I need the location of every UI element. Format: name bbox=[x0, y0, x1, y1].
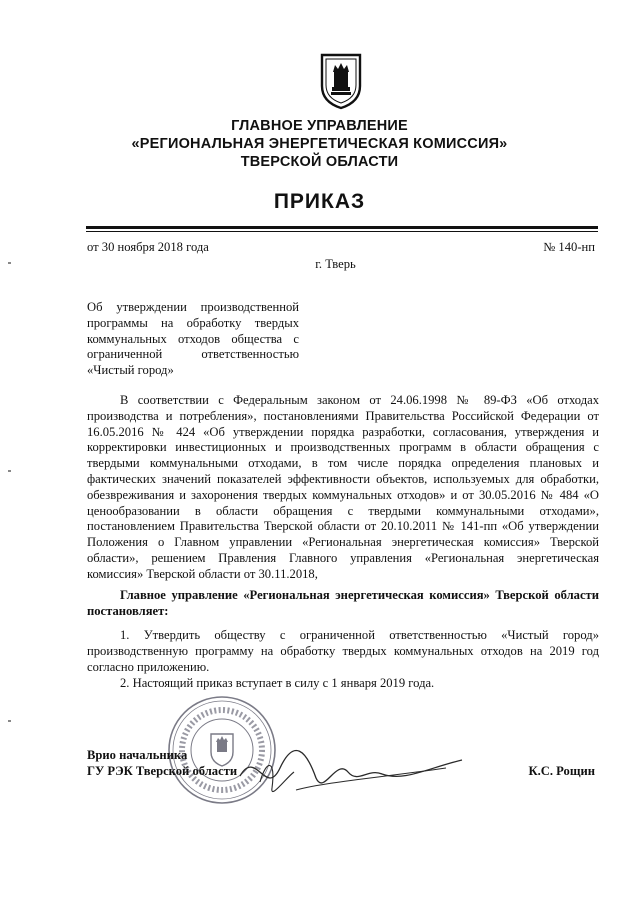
signatory-name: К.С. Рощин bbox=[528, 764, 595, 778]
header-divider-thick bbox=[86, 226, 598, 229]
subject-line-5: «Чистый город» bbox=[87, 363, 174, 378]
order-item-2: 2. Настоящий приказ вступает в силу с 1 января 2019 года. bbox=[120, 676, 435, 690]
subject-line-4: ограниченной ответственностью bbox=[87, 347, 299, 362]
signatory-position bbox=[87, 748, 237, 780]
margin-mark bbox=[8, 262, 11, 264]
header-divider-thin bbox=[86, 231, 598, 232]
preamble-paragraph: В соответствии с Федеральным законом от 24.06.1998 № 89-ФЗ «Об отходах производства и потребления», постановлениями Правительства Российской Федерации от 16.05.2016 № 424 «Об утверждении порядка разработки, согласования, утверждения и корректировки инвестиционных и производственных программ в области обращения с твердыми коммунальными отходами, в том числе порядка определения плановых и фактических значений показателей эффективности объектов, используемых для обработки, обезвреживания и захоронения твердых коммунальных отходов» и от 30.05.2016 № 484 «О ценообразовании в области обращения с твердыми коммунальными отходами», постановлением Правительства Тверской области от 20.10.2011 № 141-пп «Об утверждении Положения о Главном управлении «Региональная энергетическая комиссия» Тверской области», решением Правления Главного управления «Региональная энергетическая комиссия» Тверской области от 30.11.2018, bbox=[87, 393, 599, 581]
order-title: ПРИКАЗ bbox=[273, 190, 366, 213]
order-date: от 30 ноября 2018 года bbox=[87, 240, 209, 254]
tver-coat-of-arms-icon bbox=[319, 52, 363, 110]
header-line-2: «РЕГИОНАЛЬНАЯ ЭНЕРГЕТИЧЕСКАЯ КОМИССИЯ» bbox=[131, 136, 508, 152]
header-line-1: ГЛАВНОЕ УПРАВЛЕНИЕ bbox=[231, 118, 408, 134]
order-city: г. Тверь bbox=[315, 257, 356, 271]
header-line-3: ТВЕРСКОЙ ОБЛАСТИ bbox=[240, 154, 399, 170]
order-number: № 140-нп bbox=[543, 240, 595, 254]
order-subject bbox=[87, 300, 299, 379]
signatory-position-line-1: Врио начальника bbox=[87, 748, 188, 762]
handwritten-signature-icon bbox=[236, 738, 466, 808]
subject-line-1: Об утверждении производственной bbox=[87, 300, 299, 314]
subject-line-2: программы на обработку твердых bbox=[87, 315, 299, 330]
signatory-position-line-2: ГУ РЭК Тверской области bbox=[87, 763, 238, 778]
order-item-1: 1. Утвердить обществу с ограниченной ответственностью «Чистый город» производственную программу на обработку твердых коммунальных отходов на 2019 год согласно приложению. bbox=[87, 628, 599, 674]
margin-mark bbox=[8, 470, 11, 472]
resolution-statement: Главное управление «Региональная энергетическая комиссия» Тверской области постановляет: bbox=[87, 588, 599, 618]
margin-mark bbox=[8, 720, 11, 722]
subject-line-3: коммунальных отходов общества с bbox=[87, 331, 299, 346]
